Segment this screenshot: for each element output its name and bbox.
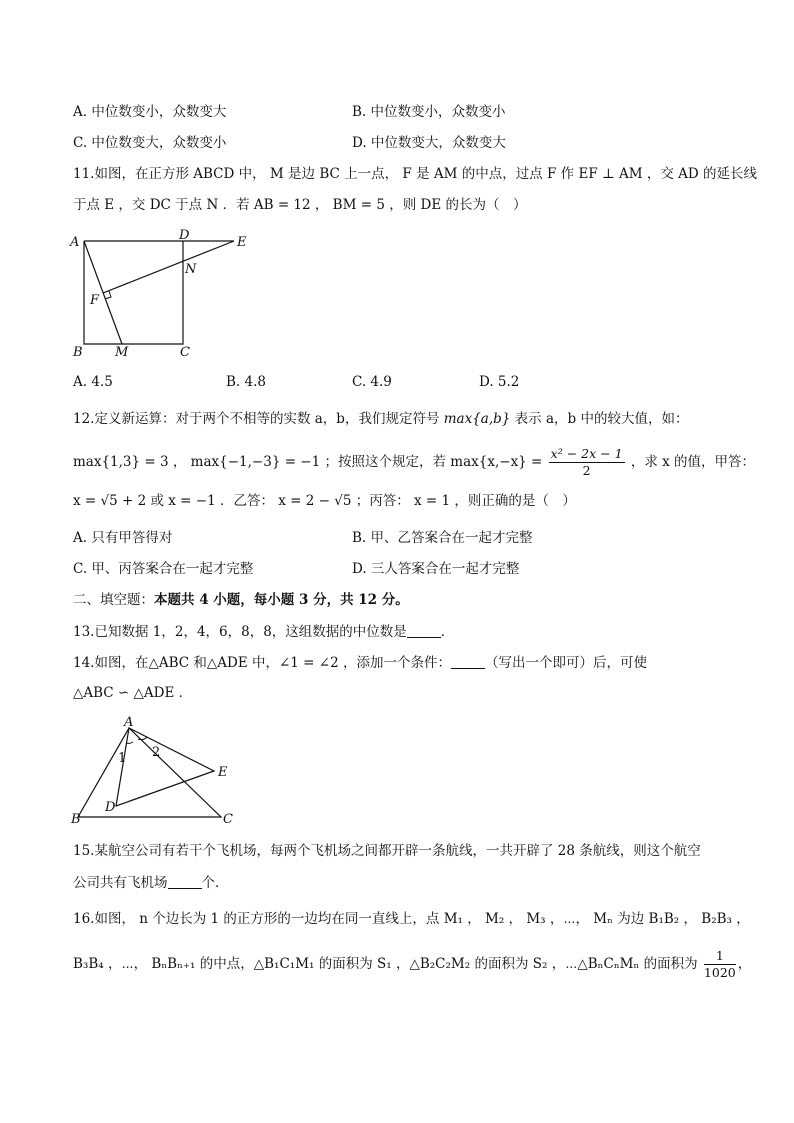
q12-stem-line2 bbox=[73, 446, 755, 479]
q14-label-angle-2: 2 bbox=[152, 745, 161, 760]
q14-triangle-figure bbox=[66, 713, 246, 829]
q12-fraction bbox=[549, 446, 625, 479]
q11-label-m: M bbox=[115, 345, 129, 360]
q15-text-a: 公司共有飞机场 bbox=[73, 875, 168, 891]
q11-label-f: F bbox=[90, 293, 100, 308]
q16-line2-end: ， bbox=[737, 956, 752, 972]
q13-text-b: ． bbox=[440, 624, 455, 640]
section-heading-instructions: 本题共 4 小题，每小题 3 分，共 12 分。 bbox=[154, 592, 409, 608]
q12-fraction-numerator: x² − 2x − 1 bbox=[550, 446, 623, 461]
q14-text-a: 14.如图，在△ABC 和△ADE 中，∠1 = ∠2 ，添加一个条件： bbox=[73, 655, 451, 671]
q12-line1-max: max{a,b} bbox=[443, 411, 511, 427]
q13-text-a: 13.已知数据 1，2，4，6，8，8，这组数据的中位数是 bbox=[73, 624, 407, 640]
q12-option-b: B. 甲、乙答案合在一起才完整 bbox=[352, 530, 533, 546]
q10-option-b: B. 中位数变小，众数变小 bbox=[352, 104, 506, 120]
q10-option-d: D. 中位数变大，众数变大 bbox=[352, 135, 506, 151]
q11-square-figure bbox=[66, 226, 266, 362]
q11-label-c: C bbox=[180, 345, 190, 360]
q14-stem-line2: △ABC ∽ △ADE ． bbox=[73, 685, 193, 701]
q14-label-c: C bbox=[223, 812, 233, 827]
q12-stem-line3: x = √5 + 2 或 x = −1 ．乙答： x = 2 − √5 ；丙答： x = 1 ，则正确的是（ ） bbox=[73, 493, 576, 509]
section-heading-fill-blank bbox=[73, 594, 409, 608]
q13-answer-blank[interactable] bbox=[407, 625, 441, 638]
q12-option-d: D. 三人答案合在一起才完整 bbox=[352, 561, 520, 577]
q12-fraction-denominator: 2 bbox=[582, 463, 591, 478]
q11-stem-line2: 于点 E ，交 DC 于点 N ．若 AB = 12 ， BM = 5 ，则 DE 的长为（ ） bbox=[73, 197, 527, 213]
q16-stem-line2 bbox=[73, 948, 751, 981]
q12-option-c: C. 甲、丙答案合在一起才完整 bbox=[73, 561, 254, 577]
q14-stem-line1 bbox=[73, 656, 647, 671]
q11-label-b: B bbox=[73, 345, 83, 360]
q16-fraction-denominator: 1020 bbox=[703, 965, 736, 980]
q12-line1-text-a: 12.定义新运算：对于两个不相等的实数 a，b，我们规定符号 bbox=[73, 411, 440, 427]
q14-label-angle-1: 1 bbox=[118, 751, 127, 766]
q15-stem-line1: 15.某航空公司有若干个飞机场，每两个飞机场之间都开辟一条航线，一共开辟了 28 条航线，则这个航空 bbox=[73, 843, 701, 859]
q15-answer-blank[interactable] bbox=[168, 876, 202, 889]
q16-fraction-numerator: 1 bbox=[704, 948, 736, 965]
section-heading-title: 二、填空题： bbox=[73, 592, 154, 608]
q12-stem-line1 bbox=[73, 413, 688, 427]
q12-line2-text-b: ，求 x 的值，甲答： bbox=[630, 454, 756, 470]
q15-text-b: 个． bbox=[201, 875, 229, 891]
q13-stem bbox=[73, 625, 454, 640]
q11-option-a: A. 4.5 bbox=[73, 374, 113, 390]
q16-stem-line1: 16.如图， n 个边长为 1 的正方形的一边均在同一直线上，点 M₁ ， M₂ ， M₃ ，⋯， Mₙ 为边 B₁B₂ ， B₂B₃ ， bbox=[73, 911, 750, 927]
q14-answer-blank[interactable] bbox=[451, 656, 485, 669]
q14-label-d: D bbox=[105, 800, 116, 815]
q12-option-a: A. 只有甲答得对 bbox=[73, 530, 173, 546]
q14-label-e: E bbox=[218, 765, 228, 780]
q11-option-c: C. 4.9 bbox=[352, 374, 392, 390]
q11-label-e: E bbox=[237, 235, 247, 250]
q11-label-a: A bbox=[70, 235, 80, 250]
q12-line2-text-a: max{1,3} = 3 ， max{−1,−3} = −1 ；按照这个规定，若 bbox=[73, 454, 446, 470]
q12-line2-max: max{x,−x} = bbox=[450, 454, 543, 470]
q11-stem-line1: 11.如图，在正方形 ABCD 中， M 是边 BC 上一点， F 是 AM 的中点，过点 F 作 EF ⊥ AM ，交 AD 的延长线 bbox=[73, 166, 757, 182]
q15-stem-line2 bbox=[73, 876, 229, 891]
q11-option-d: D. 5.2 bbox=[479, 374, 520, 390]
q16-fraction bbox=[704, 948, 736, 981]
q14-label-b: B bbox=[71, 812, 81, 827]
q10-option-a: A. 中位数变小，众数变大 bbox=[73, 104, 227, 120]
q16-line2-text: B₃B₄ ，⋯， BₙBₙ₊₁ 的中点，△B₁C₁M₁ 的面积为 S₁ ，△B₂C₂M₂ 的面积为 S₂ ，⋯△BₙCₙMₙ 的面积为 bbox=[73, 956, 698, 972]
q12-line1-text-b: 表示 a，b 中的较大值，如： bbox=[514, 411, 689, 427]
q11-label-n: N bbox=[185, 262, 197, 277]
q11-label-d: D bbox=[179, 228, 190, 243]
q11-option-b: B. 4.8 bbox=[226, 374, 266, 390]
q10-option-c: C. 中位数变大，众数变小 bbox=[73, 135, 227, 151]
q14-text-b: （写出一个即可）后，可使 bbox=[484, 655, 647, 671]
q14-label-a: A bbox=[124, 715, 134, 730]
